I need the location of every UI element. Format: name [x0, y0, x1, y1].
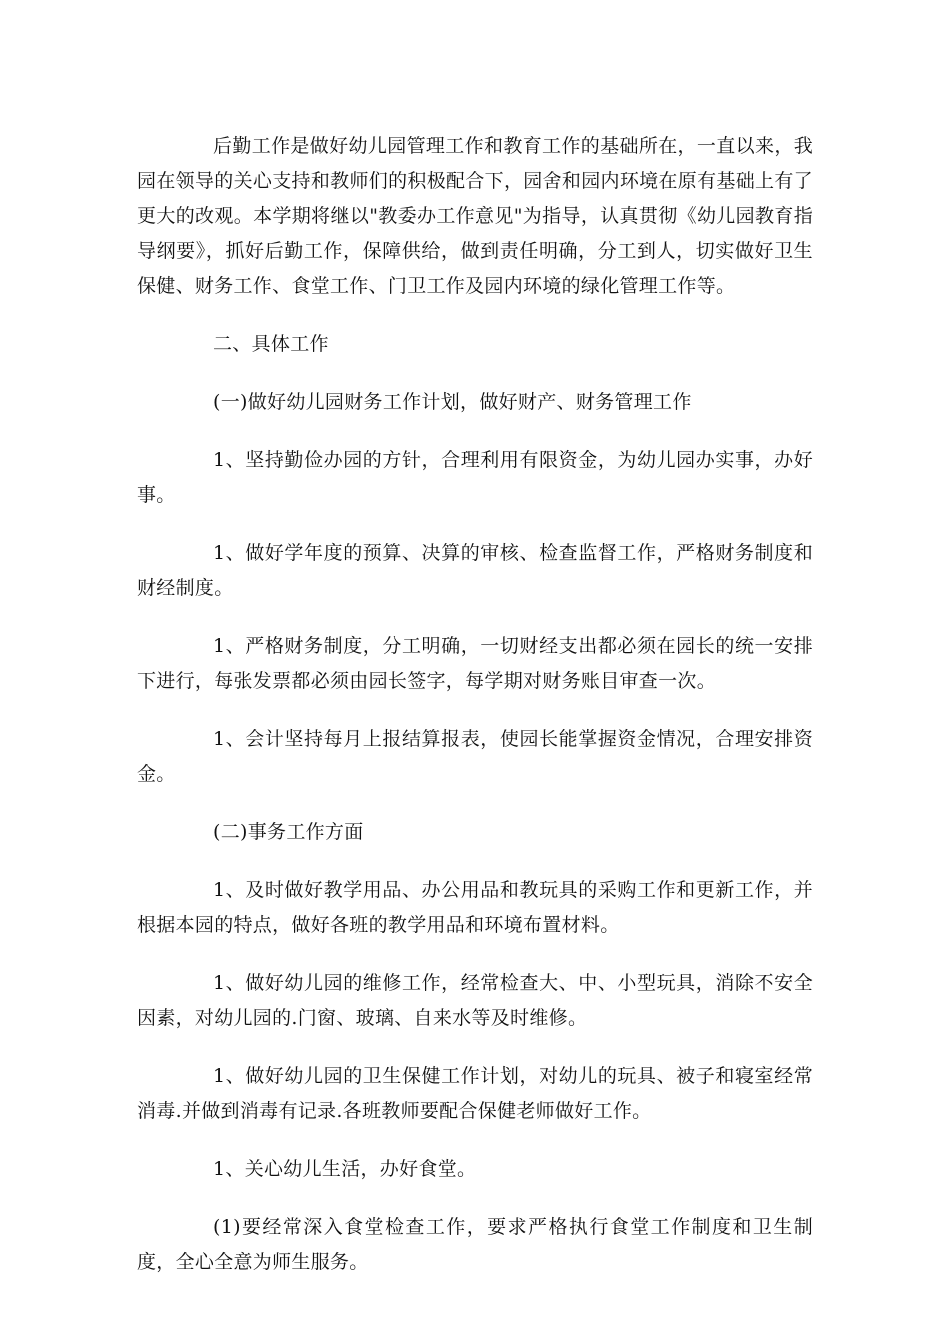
list-item: 1、关心幼儿生活，办好食堂。	[213, 1158, 477, 1180]
subsection-heading: (二)事务工作方面	[213, 821, 364, 843]
section-heading: 二、具体工作	[213, 333, 329, 355]
document-body	[137, 129, 813, 1303]
list-item: (1)要经常深入食堂检查工作，要求严格执行食堂工作制度和卫生制度，全心全意为师生服务。	[137, 1216, 813, 1273]
subsection-heading: (一)做好幼儿园财务工作计划，做好财产、财务管理工作	[213, 391, 692, 413]
list-item: 1、严格财务制度，分工明确，一切财经支出都必须在园长的统一安排下进行，每张发票都必须由园长签字，每学期对财务账目审查一次。	[137, 635, 813, 692]
list-item: 1、坚持勤俭办园的方针，合理利用有限资金，为幼儿园办实事，办好事。	[137, 449, 813, 506]
list-item: 1、做好幼儿园的卫生保健工作计划，对幼儿的玩具、被子和寝室经常消毒.并做到消毒有记录.各班教师要配合保健老师做好工作。	[137, 1065, 813, 1122]
list-item: 1、及时做好教学用品、办公用品和教玩具的采购工作和更新工作，并根据本园的特点，做好各班的教学用品和环境布置材料。	[137, 879, 813, 936]
list-item: 1、做好学年度的预算、决算的审核、检查监督工作，严格财务制度和财经制度。	[137, 542, 813, 599]
paragraph-intro: 后勤工作是做好幼儿园管理工作和教育工作的基础所在，一直以来，我园在领导的关心支持和教师们的积极配合下，园舍和园内环境在原有基础上有了更大的改观。本学期将继以"教委办工作意见"为指导，认真贯彻《幼儿园教育指导纲要》，抓好后勤工作，保障供给，做到责任明确，分工到人，切实做好卫生保健、财务工作、食堂工作、门卫工作及园内环境的绿化管理工作等。	[137, 135, 813, 297]
list-item: 1、会计坚持每月上报结算报表，使园长能掌握资金情况，合理安排资金。	[137, 728, 813, 785]
list-item: 1、做好幼儿园的维修工作，经常检查大、中、小型玩具，消除不安全因素，对幼儿园的.门窗、玻璃、自来水等及时维修。	[137, 972, 813, 1029]
